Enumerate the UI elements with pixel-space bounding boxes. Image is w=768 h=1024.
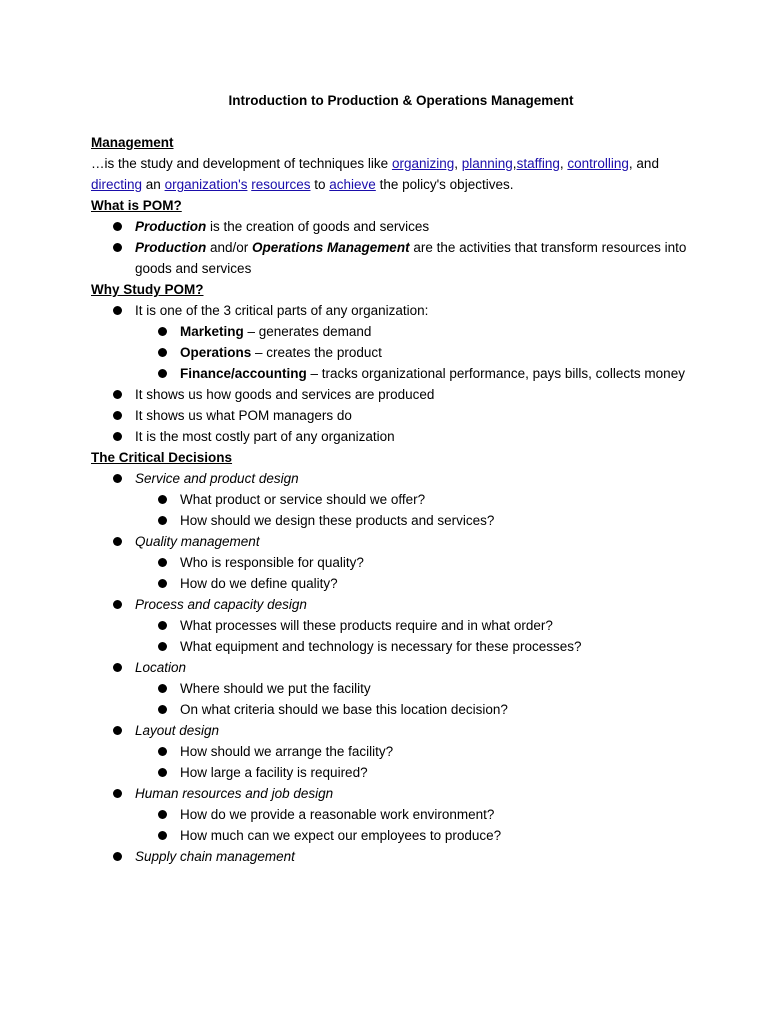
- question-text: How should we design these products and services?: [180, 513, 495, 528]
- link-organizations[interactable]: organization's: [164, 177, 248, 192]
- bullet-icon: [158, 684, 167, 693]
- bullet-icon: [158, 579, 167, 588]
- what-is-pom-list: [91, 216, 691, 279]
- decision-item: [91, 594, 691, 657]
- bullet-icon: [113, 789, 122, 798]
- term: Finance/accounting: [180, 366, 307, 381]
- question-item: [135, 699, 691, 720]
- bullet-icon: [158, 810, 167, 819]
- question-item: [135, 573, 691, 594]
- text-fragment: – generates demand: [243, 324, 372, 339]
- question-item: [135, 678, 691, 699]
- term: Operations: [180, 345, 252, 360]
- bullet-icon: [158, 327, 167, 336]
- decision-questions: [135, 804, 691, 846]
- bullet-icon: [113, 600, 122, 609]
- question-text: How should we arrange the facility?: [180, 744, 394, 759]
- text-fragment: an: [142, 177, 165, 192]
- decision-label: Layout design: [135, 723, 220, 738]
- document-body: [91, 90, 691, 867]
- decision-item: [91, 468, 691, 531]
- decision-item: [91, 846, 691, 867]
- bullet-icon: [113, 663, 122, 672]
- bullet-icon: [158, 495, 167, 504]
- decision-label: Supply chain management: [135, 849, 295, 864]
- text-fragment: the policy's objectives.: [375, 177, 514, 192]
- link-staffing[interactable]: staffing: [516, 156, 560, 171]
- question-item: [135, 552, 691, 573]
- question-item: [135, 510, 691, 531]
- term: Production: [135, 240, 207, 255]
- decision-item: [91, 720, 691, 783]
- critical-parts-list: [135, 321, 691, 384]
- bullet-icon: [158, 768, 167, 777]
- bullet-icon: [113, 411, 122, 420]
- bullet-icon: [113, 222, 122, 231]
- list-item: [91, 300, 691, 384]
- text-fragment: – creates the product: [251, 345, 382, 360]
- why-study-pom-list: [91, 300, 691, 447]
- list-item: [135, 363, 691, 384]
- question-item: [135, 825, 691, 846]
- list-item-text: It shows us how goods and services are produced: [135, 387, 435, 402]
- list-item: [91, 405, 691, 426]
- decision-questions: [135, 552, 691, 594]
- list-item: [91, 384, 691, 405]
- question-item: [135, 804, 691, 825]
- question-text: What equipment and technology is necessary for these processes?: [180, 639, 582, 654]
- decision-questions: [135, 489, 691, 531]
- question-text: How do we provide a reasonable work environment?: [180, 807, 495, 822]
- list-item: [91, 237, 691, 279]
- bullet-icon: [113, 726, 122, 735]
- question-item: [135, 762, 691, 783]
- management-definition: [91, 153, 691, 195]
- list-item: [91, 216, 691, 237]
- question-text: What processes will these products require and in what order?: [180, 618, 553, 633]
- text-fragment: to: [310, 177, 330, 192]
- link-organizing[interactable]: organizing: [391, 156, 455, 171]
- question-item: [135, 489, 691, 510]
- term: Marketing: [180, 324, 244, 339]
- text-fragment: ,: [559, 156, 568, 171]
- question-item: [135, 615, 691, 636]
- bullet-icon: [158, 558, 167, 567]
- decision-label: Human resources and job design: [135, 786, 334, 801]
- list-item-text: It shows us what POM managers do: [135, 408, 352, 423]
- question-text: Where should we put the facility: [180, 681, 371, 696]
- heading-what-is-pom: What is POM?: [91, 198, 182, 213]
- decision-label: Process and capacity design: [135, 597, 307, 612]
- bullet-icon: [113, 432, 122, 441]
- decision-questions: [135, 615, 691, 657]
- bullet-icon: [158, 516, 167, 525]
- decision-questions: [135, 741, 691, 783]
- link-directing[interactable]: directing: [91, 177, 143, 192]
- bullet-icon: [158, 369, 167, 378]
- bullet-icon: [158, 747, 167, 756]
- bullet-icon: [158, 831, 167, 840]
- question-item: [135, 741, 691, 762]
- term: Operations Management: [252, 240, 410, 255]
- text-fragment: ,: [454, 156, 462, 171]
- decision-label: Quality management: [135, 534, 260, 549]
- text-fragment: ,: [512, 156, 517, 171]
- decision-item: [91, 657, 691, 720]
- text-fragment: is the creation of goods and services: [206, 219, 430, 234]
- decision-item: [91, 531, 691, 594]
- bullet-icon: [113, 474, 122, 483]
- list-item-text: It is one of the 3 critical parts of any organization:: [135, 303, 429, 318]
- list-item: [135, 321, 691, 342]
- list-item: [91, 426, 691, 447]
- decision-label: Service and product design: [135, 471, 299, 486]
- document-title: Introduction to Production & Operations Management: [228, 93, 574, 108]
- question-text: What product or service should we offer?: [180, 492, 426, 507]
- heading-critical-decisions: The Critical Decisions: [91, 450, 233, 465]
- text-fragment: are the activities that transform resources into goods and services: [135, 240, 687, 276]
- heading-management: Management: [91, 135, 174, 150]
- bullet-icon: [113, 852, 122, 861]
- bullet-icon: [158, 642, 167, 651]
- text-fragment: – tracks organizational performance, pays bills, collects money: [306, 366, 685, 381]
- link-resources[interactable]: resources: [251, 177, 311, 192]
- critical-decisions-list: [91, 468, 691, 867]
- link-achieve[interactable]: achieve: [329, 177, 376, 192]
- bullet-icon: [158, 705, 167, 714]
- question-text: Who is responsible for quality?: [180, 555, 364, 570]
- bullet-icon: [158, 348, 167, 357]
- question-text: How much can we expect our employees to produce?: [180, 828, 502, 843]
- term: Production: [135, 219, 207, 234]
- bullet-icon: [113, 537, 122, 546]
- text-fragment: , and: [628, 156, 659, 171]
- text-fragment: …is the study and development of techniques like: [91, 156, 392, 171]
- question-text: On what criteria should we base this location decision?: [180, 702, 508, 717]
- heading-why-study-pom: Why Study POM?: [91, 282, 204, 297]
- decision-item: [91, 783, 691, 846]
- list-item: [135, 342, 691, 363]
- link-planning[interactable]: planning: [461, 156, 513, 171]
- bullet-icon: [113, 390, 122, 399]
- decision-questions: [135, 678, 691, 720]
- question-item: [135, 636, 691, 657]
- text-fragment: and/or: [206, 240, 253, 255]
- bullet-icon: [113, 306, 122, 315]
- list-item-text: It is the most costly part of any organization: [135, 429, 395, 444]
- link-controlling[interactable]: controlling: [567, 156, 629, 171]
- bullet-icon: [113, 243, 122, 252]
- question-text: How do we define quality?: [180, 576, 338, 591]
- decision-label: Location: [135, 660, 187, 675]
- bullet-icon: [158, 621, 167, 630]
- question-text: How large a facility is required?: [180, 765, 368, 780]
